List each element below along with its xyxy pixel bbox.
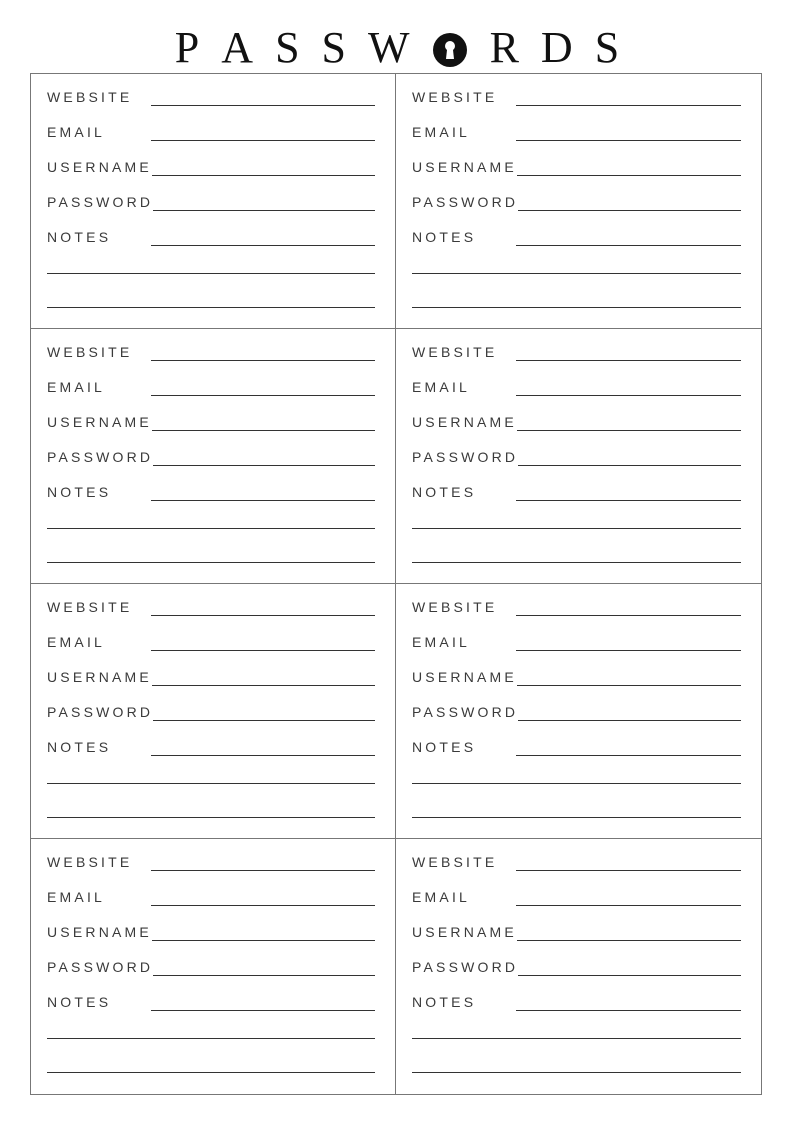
password-label: PASSWORD — [47, 704, 154, 720]
website-label: WEBSITE — [412, 854, 498, 870]
notes-line[interactable] — [47, 307, 375, 308]
notes-label: NOTES — [47, 739, 112, 755]
email-label: EMAIL — [47, 124, 106, 140]
email-field[interactable] — [516, 140, 741, 141]
password-field[interactable] — [518, 720, 741, 721]
email-label: EMAIL — [412, 379, 471, 395]
password-grid — [30, 73, 762, 1095]
notes-field[interactable] — [151, 755, 375, 756]
password-field[interactable] — [153, 465, 375, 466]
username-label: USERNAME — [47, 414, 152, 430]
notes-field[interactable] — [516, 500, 741, 501]
email-field[interactable] — [151, 905, 375, 906]
username-row — [412, 156, 741, 178]
password-card — [396, 329, 761, 584]
notes-label: NOTES — [412, 229, 477, 245]
password-card — [396, 74, 761, 329]
notes-line[interactable] — [47, 817, 375, 818]
notes-label: NOTES — [47, 994, 112, 1010]
notes-line[interactable] — [412, 783, 741, 784]
username-field[interactable] — [152, 175, 375, 176]
email-label: EMAIL — [412, 124, 471, 140]
password-field[interactable] — [153, 975, 375, 976]
notes-label: NOTES — [412, 994, 477, 1010]
notes-field[interactable] — [151, 500, 375, 501]
notes-field[interactable] — [151, 245, 375, 246]
website-label: WEBSITE — [47, 344, 133, 360]
notes-row — [412, 991, 741, 1013]
email-row — [412, 121, 741, 143]
notes-line[interactable] — [47, 783, 375, 784]
email-label: EMAIL — [412, 889, 471, 905]
website-label: WEBSITE — [47, 599, 133, 615]
username-field[interactable] — [517, 175, 741, 176]
email-row — [412, 376, 741, 398]
email-row — [47, 631, 375, 653]
website-field[interactable] — [516, 615, 741, 616]
notes-row — [412, 481, 741, 503]
notes-line[interactable] — [412, 528, 741, 529]
notes-line[interactable] — [47, 562, 375, 563]
password-field[interactable] — [518, 210, 741, 211]
password-field[interactable] — [518, 465, 741, 466]
password-row — [47, 701, 375, 723]
website-field[interactable] — [151, 870, 375, 871]
website-row — [412, 596, 741, 618]
username-field[interactable] — [517, 430, 741, 431]
email-field[interactable] — [516, 395, 741, 396]
website-field[interactable] — [516, 870, 741, 871]
username-label: USERNAME — [47, 924, 152, 940]
notes-line[interactable] — [412, 817, 741, 818]
title-letter: S — [321, 23, 347, 72]
website-field[interactable] — [516, 105, 741, 106]
password-card — [31, 329, 396, 584]
password-row — [47, 956, 375, 978]
notes-label: NOTES — [412, 739, 477, 755]
notes-row — [47, 736, 375, 758]
email-field[interactable] — [151, 395, 375, 396]
notes-field[interactable] — [151, 1010, 375, 1011]
password-label: PASSWORD — [412, 704, 519, 720]
email-row — [412, 631, 741, 653]
email-field[interactable] — [151, 650, 375, 651]
email-row — [47, 121, 375, 143]
notes-label: NOTES — [47, 484, 112, 500]
notes-line[interactable] — [412, 562, 741, 563]
website-label: WEBSITE — [412, 344, 498, 360]
username-field[interactable] — [517, 940, 741, 941]
title-letter: W — [368, 23, 410, 72]
email-row — [47, 886, 375, 908]
website-label: WEBSITE — [47, 89, 133, 105]
title-letter: S — [594, 23, 620, 72]
username-label: USERNAME — [412, 669, 517, 685]
notes-label: NOTES — [47, 229, 112, 245]
website-field[interactable] — [151, 615, 375, 616]
notes-line[interactable] — [412, 1072, 741, 1073]
website-row — [47, 851, 375, 873]
password-row — [412, 191, 741, 213]
username-label: USERNAME — [412, 414, 517, 430]
notes-line[interactable] — [412, 273, 741, 274]
password-field[interactable] — [153, 720, 375, 721]
notes-line[interactable] — [47, 528, 375, 529]
password-label: PASSWORD — [412, 194, 519, 210]
page-title — [0, 20, 794, 76]
website-row — [47, 596, 375, 618]
username-field[interactable] — [152, 430, 375, 431]
notes-row — [47, 226, 375, 248]
notes-label: NOTES — [412, 484, 477, 500]
notes-line[interactable] — [47, 1072, 375, 1073]
website-label: WEBSITE — [412, 89, 498, 105]
password-row — [47, 446, 375, 468]
notes-row — [412, 736, 741, 758]
website-row — [412, 86, 741, 108]
keyhole-icon — [432, 28, 468, 64]
notes-field[interactable] — [516, 755, 741, 756]
username-field[interactable] — [517, 685, 741, 686]
notes-line[interactable] — [412, 307, 741, 308]
website-field[interactable] — [151, 105, 375, 106]
title-letter: P — [174, 23, 200, 72]
password-card — [31, 584, 396, 839]
password-card — [396, 839, 761, 1094]
username-row — [412, 666, 741, 688]
username-field[interactable] — [152, 685, 375, 686]
username-label: USERNAME — [412, 159, 517, 175]
email-row — [412, 886, 741, 908]
title-letter: R — [489, 23, 519, 72]
password-card — [396, 584, 761, 839]
email-label: EMAIL — [47, 889, 106, 905]
website-row — [412, 341, 741, 363]
title-letter: S — [275, 23, 300, 72]
username-field[interactable] — [152, 940, 375, 941]
password-label: PASSWORD — [47, 194, 154, 210]
notes-line[interactable] — [47, 1038, 375, 1039]
password-label: PASSWORD — [47, 959, 154, 975]
website-row — [47, 86, 375, 108]
website-label: WEBSITE — [47, 854, 133, 870]
password-card — [31, 839, 396, 1094]
username-row — [47, 411, 375, 433]
username-row — [47, 666, 375, 688]
email-field[interactable] — [516, 905, 741, 906]
title-letter: D — [540, 23, 573, 72]
username-row — [412, 921, 741, 943]
notes-line[interactable] — [412, 1038, 741, 1039]
website-field[interactable] — [516, 360, 741, 361]
notes-row — [47, 991, 375, 1013]
website-field[interactable] — [151, 360, 375, 361]
notes-row — [47, 481, 375, 503]
email-label: EMAIL — [412, 634, 471, 650]
username-label: USERNAME — [47, 159, 152, 175]
username-row — [47, 921, 375, 943]
email-row — [47, 376, 375, 398]
notes-field[interactable] — [516, 245, 741, 246]
username-label: USERNAME — [412, 924, 517, 940]
password-label: PASSWORD — [412, 959, 519, 975]
title-letter: A — [221, 23, 254, 72]
username-label: USERNAME — [47, 669, 152, 685]
website-row — [412, 851, 741, 873]
email-label: EMAIL — [47, 634, 106, 650]
password-label: PASSWORD — [412, 449, 519, 465]
password-row — [47, 191, 375, 213]
notes-field[interactable] — [516, 1010, 741, 1011]
email-field[interactable] — [151, 140, 375, 141]
password-row — [412, 956, 741, 978]
website-row — [47, 341, 375, 363]
password-card — [31, 74, 396, 329]
notes-line[interactable] — [47, 273, 375, 274]
email-field[interactable] — [516, 650, 741, 651]
password-row — [412, 446, 741, 468]
password-field[interactable] — [518, 975, 741, 976]
username-row — [47, 156, 375, 178]
password-field[interactable] — [153, 210, 375, 211]
email-label: EMAIL — [47, 379, 106, 395]
notes-row — [412, 226, 741, 248]
website-label: WEBSITE — [412, 599, 498, 615]
username-row — [412, 411, 741, 433]
password-row — [412, 701, 741, 723]
password-label: PASSWORD — [47, 449, 154, 465]
